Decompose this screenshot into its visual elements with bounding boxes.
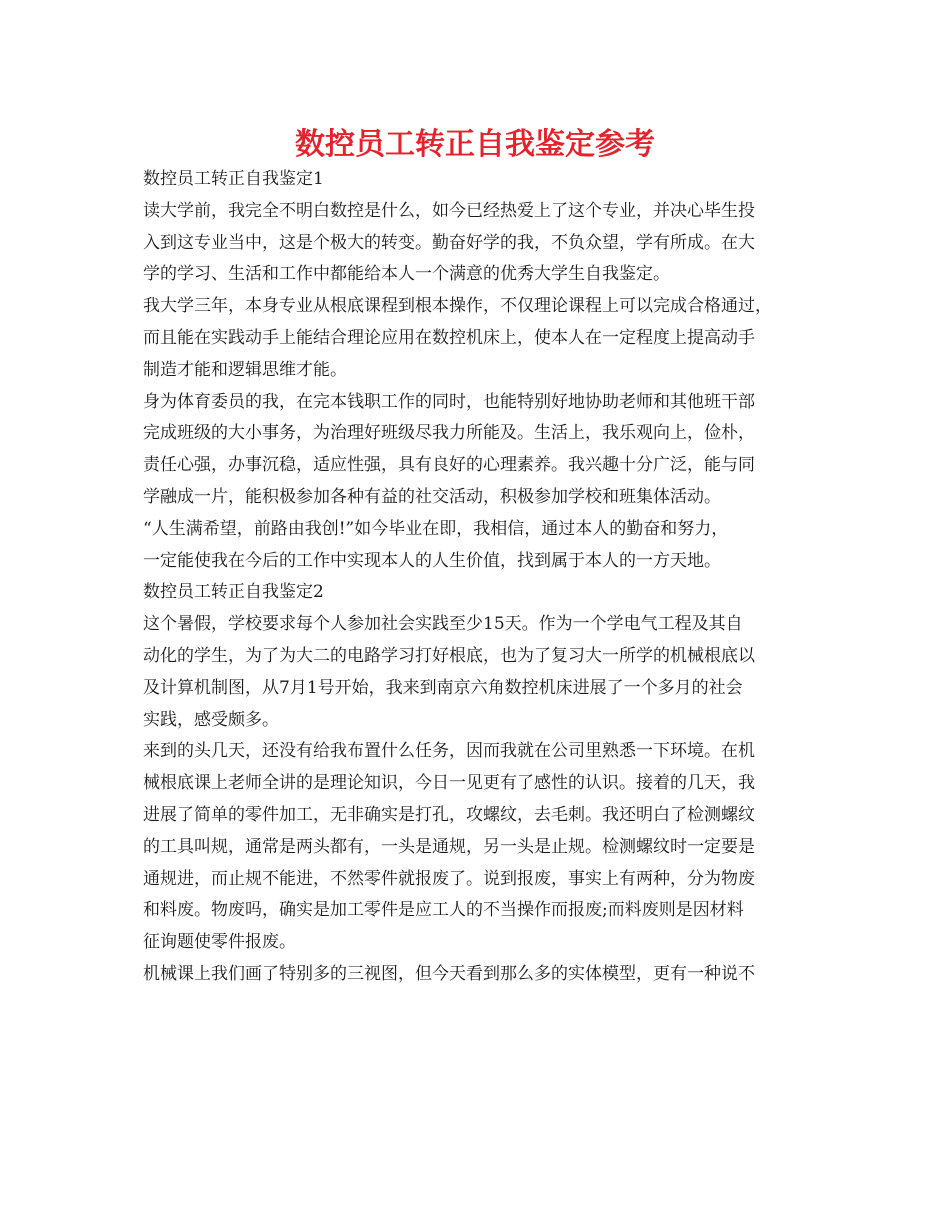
text-line: 一定能使我在今后的工作中实现本人的人生价值，找到属于本人的一方天地。: [143, 550, 721, 571]
text-line: 制造才能和逻辑思维才能。: [143, 359, 347, 380]
text-line: 通规进，而止规不能进，不然零件就报废了。说到报废，事实上有两种，分为物废: [143, 868, 755, 889]
text-line: 来到的头几天，还没有给我布置什么任务，因而我就在公司里熟悉一下环境。在机: [143, 741, 755, 762]
text-line: 和料废。物废吗，确实是加工零件是应工人的不当操作而报废;而料废则是因材料: [143, 900, 744, 921]
text-line: 学的学习、生活和工作中都能给本人一个满意的优秀大学生自我鉴定。: [143, 264, 670, 285]
text-line: 入到这专业当中，这是个极大的转变。勤奋好学的我，不负众望，学有所成。在大: [143, 232, 755, 253]
document-title: 数控员工转正自我鉴定参考: [295, 127, 655, 162]
text-line: 学融成一片，能积极参加各种有益的社交活动，积极参加学校和班集体活动。: [143, 486, 721, 507]
text-line: 械根底课上老师全讲的是理论知识，今日一见更有了感性的认识。接着的几天，我: [143, 773, 755, 794]
text-line: 进展了简单的零件加工，无非确实是打孔，攻螺纹，去毛刺。我还明白了检测螺纹: [143, 804, 755, 825]
text-line: 征询题使零件报废。: [143, 932, 296, 953]
text-line: 这个暑假，学校要求每个人参加社会实践至少15天。作为一个学电气工程及其自: [143, 614, 743, 635]
text-line: 动化的学生，为了为大二的电路学习打好根底，也为了复习大一所学的机械根底以: [143, 645, 755, 666]
text-line: 责任心强，办事沉稳，适应性强，具有良好的心理素养。我兴趣十分广泛，能与同: [143, 455, 755, 476]
text-line: 及计算机制图，从7月1号开始，我来到南京六角数控机床进展了一个多月的社会: [143, 677, 743, 698]
text-line: 完成班级的大小事务，为治理好班级尽我力所能及。生活上，我乐观向上，俭朴，: [143, 423, 755, 444]
text-line: 我大学三年，本身专业从根底课程到根本操作，不仅理论课程上可以完成合格通过，: [143, 296, 772, 317]
text-line: 而且能在实践动手上能结合理论应用在数控机床上，使本人在一定程度上提高动手: [143, 327, 755, 348]
text-line: 的工具叫规，通常是两头都有，一头是通规，另一头是止规。检测螺纹时一定要是: [143, 836, 755, 857]
document-body: [143, 164, 823, 991]
text-line: 身为体育委员的我，在完本钱职工作的同时，也能特别好地协助老师和其他班干部: [143, 391, 755, 412]
text-line: 数控员工转正自我鉴定1: [143, 169, 324, 189]
text-line: 数控员工转正自我鉴定2: [143, 582, 324, 603]
text-line: 机械课上我们画了特别多的三视图，但今天看到那么多的实体模型，更有一种说不: [143, 963, 755, 984]
text-line: “人生满希望，前路由我创!”如今毕业在即，我相信，通过本人的勤奋和努力，: [143, 518, 729, 539]
text-line: 实践，感受颇多。: [143, 709, 279, 730]
text-line: 读大学前，我完全不明白数控是什么，如今已经热爱上了这个专业，并决心毕生投: [143, 200, 755, 221]
